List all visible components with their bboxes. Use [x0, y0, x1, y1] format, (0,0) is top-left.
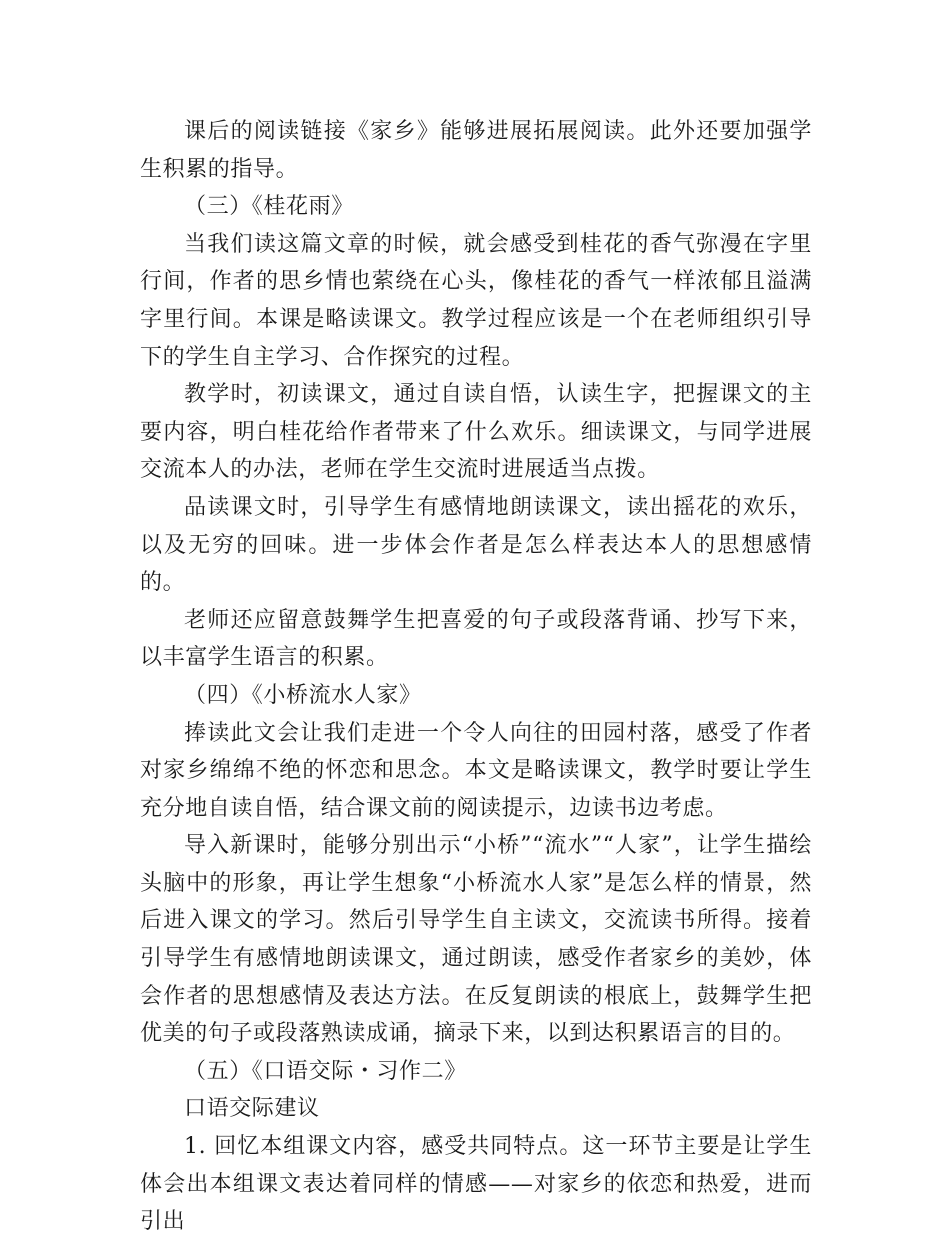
section-heading: （四）《小桥流水人家》 — [184, 682, 422, 708]
paragraph: 捧读此文会让我们走进一个令人向往的田园村落，感受了作者对家乡绵绵不绝的怀恋和思念。本文是略读课文，教学时要让学生充分地自读自悟，结合课文前的阅读提示，边读书边考虑。 — [140, 720, 812, 821]
document-body — [140, 113, 812, 1241]
paragraph: 教学时，初读课文，通过自读自悟，认读生字，把握课文的主要内容，明白桂花给作者带来了什么欢乐。细读课文，与同学进展交流本人的办法，老师在学生交流时进展适当点拨。 — [140, 382, 812, 483]
paragraph: 老师还应留意鼓舞学生把喜爱的句子或段落背诵、抄写下来，以丰富学生语言的积累。 — [140, 607, 812, 671]
paragraph: 导入新课时，能够分别出示“小桥”“流水”“人家”，让学生描绘头脑中的形象，再让学生想象“小桥流水人家”是怎么样的情景，然后进入课文的学习。然后引导学生自主读文，交流读书所得。接着引导学生有感情地朗读课文，通过朗读，感受作者家乡的美妙，体会作者的思想感情及表达方法。在反复朗读的根底上，鼓舞学生把优美的句子或段落熟读成诵，摘录下来，以到达积累语言的目的。 — [140, 833, 812, 1047]
paragraph: 品读课文时，引导学生有感情地朗读课文，读出摇花的欢乐，以及无穷的回味。进一步体会作者是怎么样表达本人的思想感情的。 — [140, 494, 812, 596]
paragraph: 1. 回忆本组课文内容，感受共同特点。这一环节主要是让学生体会出本组课文表达着同样的情感——对家乡的依恋和热爱，进而引出 — [140, 1134, 812, 1235]
paragraph: 课后的阅读链接《家乡》能够进展拓展阅读。此外还要加强学生积累的指导。 — [140, 119, 812, 182]
paragraph: 当我们读这篇文章的时候，就会感受到桂花的香气弥漫在字里行间，作者的思乡情也萦绕在心头，像桂花的香气一样浓郁且溢满字里行间。本课是略读课文。教学过程应该是一个在老师组织引导下的学生自主学习、合作探究的过程。 — [140, 231, 812, 370]
section-heading: （五）《口语交际・习作二》 — [184, 1058, 467, 1084]
subsection-heading: 口语交际建议 — [184, 1096, 320, 1122]
section-heading: （三）《桂花雨》 — [184, 194, 354, 220]
